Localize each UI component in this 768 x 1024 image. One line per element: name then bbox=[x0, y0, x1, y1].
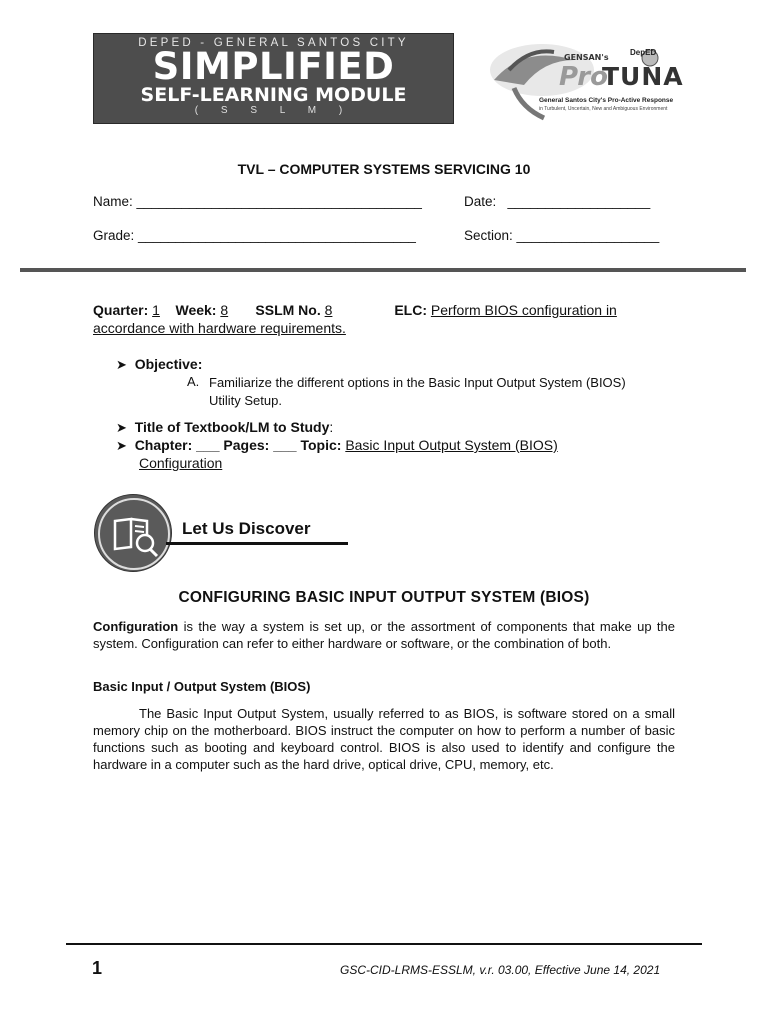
bios-subheading: Basic Input / Output System (BIOS) bbox=[93, 679, 311, 694]
page-number: 1 bbox=[92, 958, 103, 978]
pages-blank: ___ bbox=[273, 437, 297, 453]
elc-value-continued bbox=[93, 320, 346, 336]
sslm-label: SSLM No. bbox=[255, 302, 321, 318]
banner-subtitle: SELF-LEARNING MODULE bbox=[140, 84, 407, 106]
objective-item-line-2: Utility Setup. bbox=[209, 393, 282, 408]
topic-value: Basic Input Output System (BIOS) bbox=[345, 437, 558, 453]
grade-blank: _____________________________________ bbox=[138, 228, 416, 243]
module-meta bbox=[93, 302, 683, 318]
objective-item-text bbox=[209, 374, 675, 410]
configuration-paragraph bbox=[93, 618, 675, 652]
date-field[interactable] bbox=[464, 194, 650, 209]
logo-pro: Pro bbox=[559, 62, 608, 92]
configuration-text: is the way a system is set up, or the assortment of components that make up the system. Configuration can refer to either hardware or software, or the combination of both. bbox=[93, 619, 675, 651]
textbook-colon: : bbox=[329, 419, 334, 435]
week-value: 8 bbox=[220, 302, 229, 318]
logo-tagline: General Santos City's Pro-Active Response bbox=[539, 97, 674, 104]
deped-mark: DepED bbox=[630, 48, 657, 57]
document-title: TVL – COMPUTER SYSTEMS SERVICING 10 bbox=[237, 161, 531, 177]
sslm-banner bbox=[93, 33, 454, 124]
section-title: Let Us Discover bbox=[182, 519, 311, 538]
banner-main-title: SIMPLIFIED bbox=[152, 45, 395, 88]
main-heading: CONFIGURING BASIC INPUT OUTPUT SYSTEM (BIOS) bbox=[178, 589, 590, 606]
sslm-value: 8 bbox=[324, 302, 333, 318]
bios-text: The Basic Input Output System, usually referred to as BIOS, is software stored on a small memory chip on the motherboard. BIOS instruct the computer on how to perform a number of basic functions such as booting and keyboard control. BIOS is also used to identify and configure the hardware in a computer such as the hard drive, optical drive, CPU, memory, etc. bbox=[93, 706, 675, 772]
textbook-label: Title of Textbook/LM to Study bbox=[134, 419, 330, 435]
logo-tuna: TUNA bbox=[602, 62, 684, 91]
week-label: Week: bbox=[175, 302, 217, 318]
date-label: Date: bbox=[464, 194, 497, 209]
objective-label: Objective: bbox=[134, 356, 203, 372]
arrow-bullet-icon: ➤ bbox=[116, 420, 127, 435]
logo-gensans: GENSAN's bbox=[564, 53, 609, 62]
elc-value-line-2: accordance with hardware requirements. bbox=[93, 320, 346, 336]
protuna-logo bbox=[484, 40, 684, 122]
banner-abbreviation: ( S S L M ) bbox=[194, 105, 353, 116]
objective-heading bbox=[116, 356, 202, 373]
footer-divider-right bbox=[406, 943, 702, 945]
quarter-value: 1 bbox=[152, 302, 160, 318]
section-title-underline bbox=[166, 542, 348, 545]
configuration-term: Configuration bbox=[93, 619, 179, 634]
date-blank: ___________________ bbox=[507, 194, 651, 209]
banner-top-line: DEPED - GENERAL SANTOS CITY bbox=[138, 37, 409, 49]
chapter-line bbox=[116, 437, 558, 454]
chapter-blank: ___ bbox=[196, 437, 220, 453]
grade-field[interactable] bbox=[93, 228, 416, 243]
document-code: GSC-CID-LRMS-ESSLM, v.r. 03.00, Effective June 14, 2021 bbox=[340, 963, 661, 977]
textbook-line bbox=[116, 419, 333, 436]
quarter-label: Quarter: bbox=[93, 302, 149, 318]
name-label: Name: bbox=[93, 194, 133, 209]
grade-label: Grade: bbox=[93, 228, 135, 243]
pages-label: Pages: bbox=[223, 437, 270, 453]
topic-value-line-2: Configuration bbox=[139, 455, 223, 471]
bios-paragraph bbox=[93, 705, 675, 773]
name-blank: ______________________________________ bbox=[136, 194, 422, 209]
chapter-label: Chapter: bbox=[134, 437, 193, 453]
arrow-bullet-icon: ➤ bbox=[116, 357, 127, 372]
section-label: Section: bbox=[464, 228, 513, 243]
book-search-icon bbox=[95, 495, 173, 573]
name-field[interactable] bbox=[93, 194, 422, 209]
objective-item-letter: A. bbox=[187, 374, 200, 389]
elc-label: ELC: bbox=[394, 302, 427, 318]
elc-value: Perform BIOS configuration in bbox=[430, 302, 617, 318]
arrow-bullet-icon: ➤ bbox=[116, 438, 127, 453]
topic-continued bbox=[139, 455, 222, 471]
discover-badge bbox=[94, 494, 172, 572]
logo-tagline-2: in Turbulent, Uncertain, New and Ambiguous Environment bbox=[539, 106, 668, 112]
topic-label: Topic: bbox=[300, 437, 342, 453]
section-blank: ___________________ bbox=[516, 228, 660, 243]
section-field[interactable] bbox=[464, 228, 659, 243]
header-divider bbox=[20, 268, 746, 272]
objective-item-line-1: Familiarize the different options in the Basic Input Output System (BIOS) bbox=[209, 375, 626, 390]
footer-divider-left bbox=[66, 943, 406, 945]
